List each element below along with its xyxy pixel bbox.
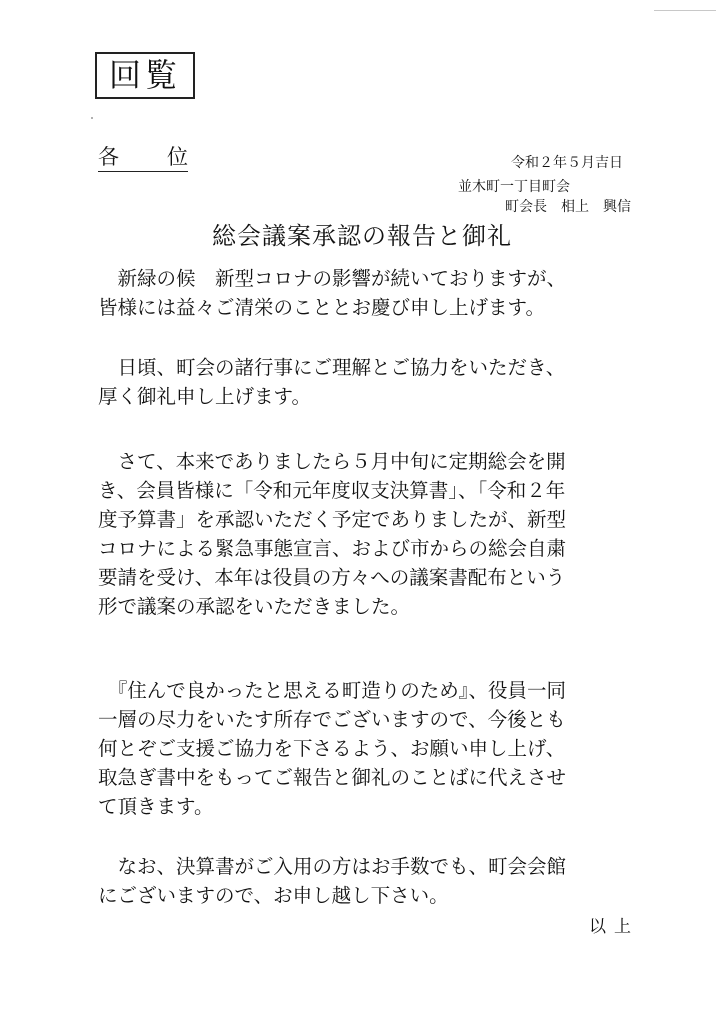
addressee: 各位: [98, 144, 188, 172]
paragraph-line: にございますので、お申し越し下さい。: [98, 884, 449, 907]
document-title: 総会議案承認の報告と御礼: [212, 222, 512, 250]
paragraph-line: 取急ぎ書中をもってご報告と御礼のことばに代えさせ: [98, 766, 567, 789]
paragraph-line: さて、本来でありましたら５月中旬に定期総会を開: [98, 450, 566, 473]
paragraph-line: 『住んで良かったと思える町造りのため』、役員一同: [98, 679, 567, 702]
paragraph-notice: [98, 852, 638, 910]
paragraph-line: 度予算書」を承認いただく予定でありましたが、新型: [98, 508, 567, 531]
scan-speck: [91, 117, 93, 119]
paragraph-line: 形で議案の承認をいただきました。: [98, 595, 411, 618]
paragraph-greeting: [98, 264, 638, 322]
paragraph-line: 要請を受け、本年は役員の方々への議案書配布という: [98, 566, 566, 589]
paragraph-report: [98, 447, 638, 621]
paragraph-line: 日頃、町会の諸行事にご理解とご協力をいただき、: [98, 356, 566, 379]
closing-mark: 以上: [589, 917, 639, 937]
paragraph-line: 一層の尽力をいたす所存でございますので、今後とも: [98, 708, 566, 731]
paragraph-thanks: [98, 353, 638, 411]
sender-signatory: 町会長 相上 興信: [505, 199, 631, 215]
sender-organization: 並木町一丁目町会: [458, 179, 570, 195]
document-date: 令和２年５月吉日: [511, 155, 623, 171]
paragraph-line: 皆様には益々ご清栄のこととお慶び申し上げます。: [98, 296, 545, 319]
paragraph-line: 何とぞご支援ご協力を下さるよう、お願い申し上げ、: [98, 737, 566, 760]
paragraph-line: き、会員皆様に「令和元年度収支決算書」、「令和２年: [98, 479, 566, 502]
top-edge-line: [654, 10, 716, 11]
paragraph-line: て頂きます。: [98, 795, 214, 818]
circulation-stamp: 回覧: [95, 52, 195, 99]
paragraph-commitment: [98, 676, 638, 821]
paragraph-line: 厚く御礼申し上げます。: [98, 385, 311, 408]
paragraph-line: 新緑の候 新型コロナの影響が続いておりますが、: [98, 267, 567, 290]
paragraph-line: なお、決算書がご入用の方はお手数でも、町会会館: [98, 855, 567, 878]
paragraph-line: コロナによる緊急事態宣言、および市からの総会自粛: [98, 537, 567, 560]
